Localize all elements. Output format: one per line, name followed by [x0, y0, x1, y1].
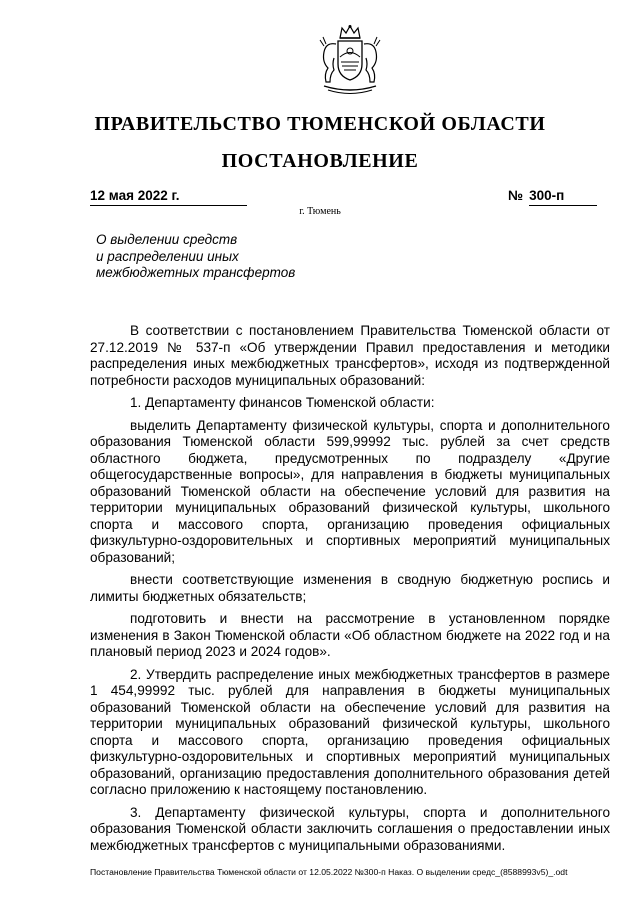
organization-title: ПРАВИТЕЛЬСТВО ТЮМЕНСКОЙ ОБЛАСТИ: [94, 113, 546, 135]
coat-of-arms-icon: [314, 24, 386, 98]
body-paragraph: 1. Департаменту финансов Тюменской области:: [130, 395, 435, 410]
document-subject: [96, 232, 326, 282]
subject-line: и распределении иных: [96, 248, 239, 264]
document-date: 12 мая 2022 г.: [90, 188, 247, 206]
body-paragraph: В соответствии с постановлением Правительства Тюменской области от 27.12.2019 № 537-п «Об утверждении Правил предоставления и методики распределения иных межбюджетных трансфертов», исходя из подтвержденной потребности расходов муниципальных образований:: [90, 323, 610, 388]
body-paragraph: 2. Утвердить распределение иных межбюджетных трансфертов в размере 1 454,99992 тыс. рублей для направления в бюджеты муниципальных образований Тюменской области на обеспечение условий для развития на территории муниципальных образований физической культуры, школьного спорта и массового спорта, организацию проведения официальных физкультурно-оздоровительных и спортивных мероприятий муниципальных образований, организацию предоставления дополнительного образования детей согласно приложению к настоящему постановлению.: [90, 666, 610, 797]
city-label: г. Тюмень: [299, 206, 341, 217]
body-paragraph: выделить Департаменту физической культуры, спорта и дополнительного образования Тюменской области 599,99992 тыс. рублей за счет средств областного бюджета, предусмотренных по подразделу «Другие общегосударственные вопросы», для направления в бюджеты муниципальных образований Тюменской области на обеспечение условий для развития на территории муниципальных образований физической культуры, школьного спорта и массового спорта, организацию проведения официальных физкультурно-оздоровительных и спортивных мероприятий муниципальных образований;: [90, 417, 610, 565]
subject-line: межбюджетных трансфертов: [96, 265, 296, 280]
number-sign: №: [508, 188, 524, 203]
body-paragraph: 3. Департаменту физической культуры, спорта и дополнительного образования Тюменской области заключить соглашения о предоставлении иных межбюджетных трансфертов с муниципальными образованиями.: [90, 804, 610, 853]
document-footer: Постановление Правительства Тюменской области от 12.05.2022 №300-п Наказ. О выделении средс_(8588993v5)_.odt: [90, 867, 568, 877]
document-type: ПОСТАНОВЛЕНИЕ: [221, 150, 419, 172]
body-paragraph: подготовить и внести на рассмотрение в установленном порядке изменения в Закон Тюменской области «Об областном бюджете на 2022 год и на плановый период 2023 и 2024 годов».: [90, 611, 610, 659]
document-number: [508, 188, 604, 206]
subject-line: О выделении средств: [96, 232, 238, 247]
document-body: [90, 323, 610, 860]
body-paragraph: внести соответствующие изменения в сводную бюджетную роспись и лимиты бюджетных обязательств;: [90, 572, 610, 604]
number-value: 300-п: [529, 188, 597, 206]
